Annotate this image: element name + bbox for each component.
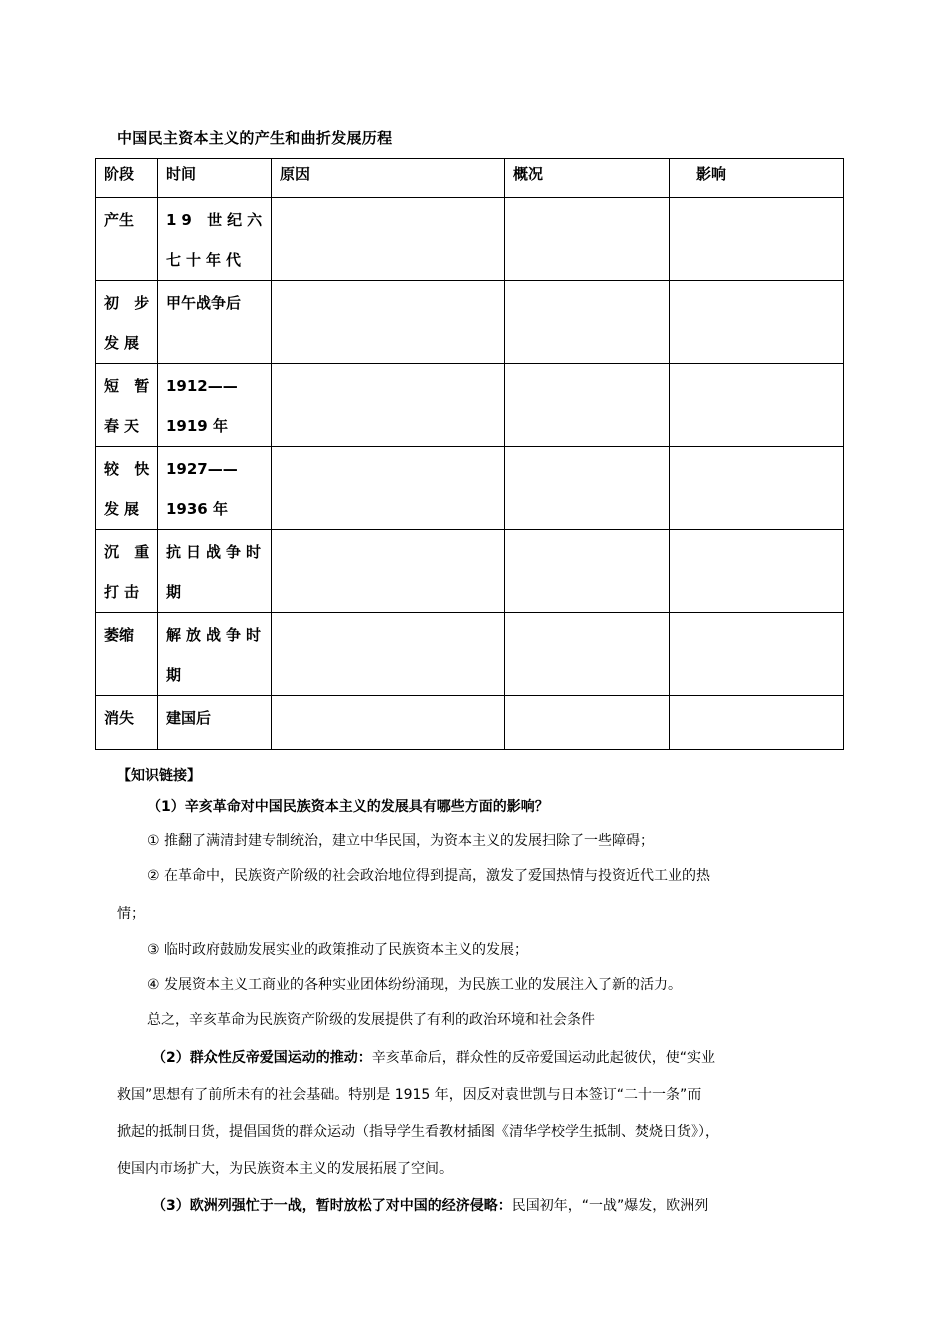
table-row (96, 613, 844, 696)
cause-cell (272, 364, 505, 447)
overview-cell (505, 447, 670, 530)
time-cell: 抗日战争时期 (158, 530, 272, 613)
influence-cell (670, 364, 844, 447)
time-cell: 1912——1919 年 (158, 364, 272, 447)
stage-cell: 萎缩 (96, 613, 158, 696)
header-influence: 影响 (670, 159, 844, 198)
history-table (95, 158, 844, 750)
question-3-line-1 (152, 1195, 708, 1215)
time-cell: 建国后 (158, 696, 272, 750)
overview-cell (505, 198, 670, 281)
table-row (96, 281, 844, 364)
influence-cell (670, 696, 844, 750)
cause-cell (272, 530, 505, 613)
header-cause: 原因 (272, 159, 505, 198)
stage-cell: 较 快发展 (96, 447, 158, 530)
stage-cell: 沉 重打击 (96, 530, 158, 613)
point-2-cont: 情； (117, 906, 145, 922)
question-2-title: （2）群众性反帝爱国运动的推动： (152, 1050, 372, 1066)
overview-cell (505, 696, 670, 750)
cause-cell (272, 447, 505, 530)
table-header-row (96, 159, 844, 198)
cause-cell (272, 696, 505, 750)
cause-cell (272, 198, 505, 281)
question-3-text: 民国初年，“一战”爆发，欧洲列 (511, 1198, 709, 1214)
influence-cell (670, 447, 844, 530)
table-row (96, 198, 844, 281)
overview-cell (505, 530, 670, 613)
stage-cell: 消失 (96, 696, 158, 750)
question-2-line-1 (152, 1047, 715, 1067)
header-overview: 概况 (505, 159, 670, 198)
question-1: （1）辛亥革命对中国民族资本主义的发展具有哪些方面的影响？ (147, 799, 549, 815)
cause-cell (272, 281, 505, 364)
time-cell: 解放战争时期 (158, 613, 272, 696)
table-row (96, 364, 844, 447)
question-3-title: （3）欧洲列强忙于一战，暂时放松了对中国的经济侵略： (152, 1198, 512, 1214)
time-cell: 甲午战争后 (158, 281, 272, 364)
influence-cell (670, 281, 844, 364)
table-row (96, 447, 844, 530)
table-row (96, 696, 844, 750)
stage-cell: 产生 (96, 198, 158, 281)
influence-cell (670, 198, 844, 281)
question-2-line-3: 掀起的抵制日货，提倡国货的群众运动（指导学生看教材插图《清华学校学生抵制、焚烧日货》）， (117, 1124, 719, 1140)
point-3: ③ 临时政府鼓励发展实业的政策推动了民族资本主义的发展； (147, 942, 528, 958)
page-title: 中国民主资本主义的产生和曲折发展历程 (117, 129, 393, 147)
question-2-line-2: 救国”思想有了前所未有的社会基础。特别是 1915 年，因反对袁世凯与日本签订“二十一条”而 (117, 1087, 702, 1103)
header-time: 时间 (158, 159, 272, 198)
cause-cell (272, 613, 505, 696)
overview-cell (505, 613, 670, 696)
summary: 总之，辛亥革命为民族资产阶级的发展提供了有利的政治环境和社会条件 (147, 1012, 595, 1028)
influence-cell (670, 613, 844, 696)
time-cell: 1927——1936 年 (158, 447, 272, 530)
overview-cell (505, 281, 670, 364)
header-stage: 阶段 (96, 159, 158, 198)
question-2-line-4: 使国内市场扩大，为民族资本主义的发展拓展了空间。 (117, 1161, 453, 1177)
table-row (96, 530, 844, 613)
point-2: ② 在革命中，民族资产阶级的社会政治地位得到提高，激发了爱国热情与投资近代工业的热 (147, 868, 710, 884)
influence-cell (670, 530, 844, 613)
knowledge-heading: 【知识链接】 (117, 768, 201, 784)
time-cell: 19 世纪六七十年代 (158, 198, 272, 281)
question-2-text: 辛亥革命后，群众性的反帝爱国运动此起彼伏，使“实业 (371, 1050, 716, 1066)
stage-cell: 初 步发展 (96, 281, 158, 364)
point-1: ① 推翻了满清封建专制统治，建立中华民国，为资本主义的发展扫除了一些障碍； (147, 833, 654, 849)
point-4: ④ 发展资本主义工商业的各种实业团体纷纷涌现，为民族工业的发展注入了新的活力。 (147, 977, 682, 993)
overview-cell (505, 364, 670, 447)
stage-cell: 短 暂春天 (96, 364, 158, 447)
